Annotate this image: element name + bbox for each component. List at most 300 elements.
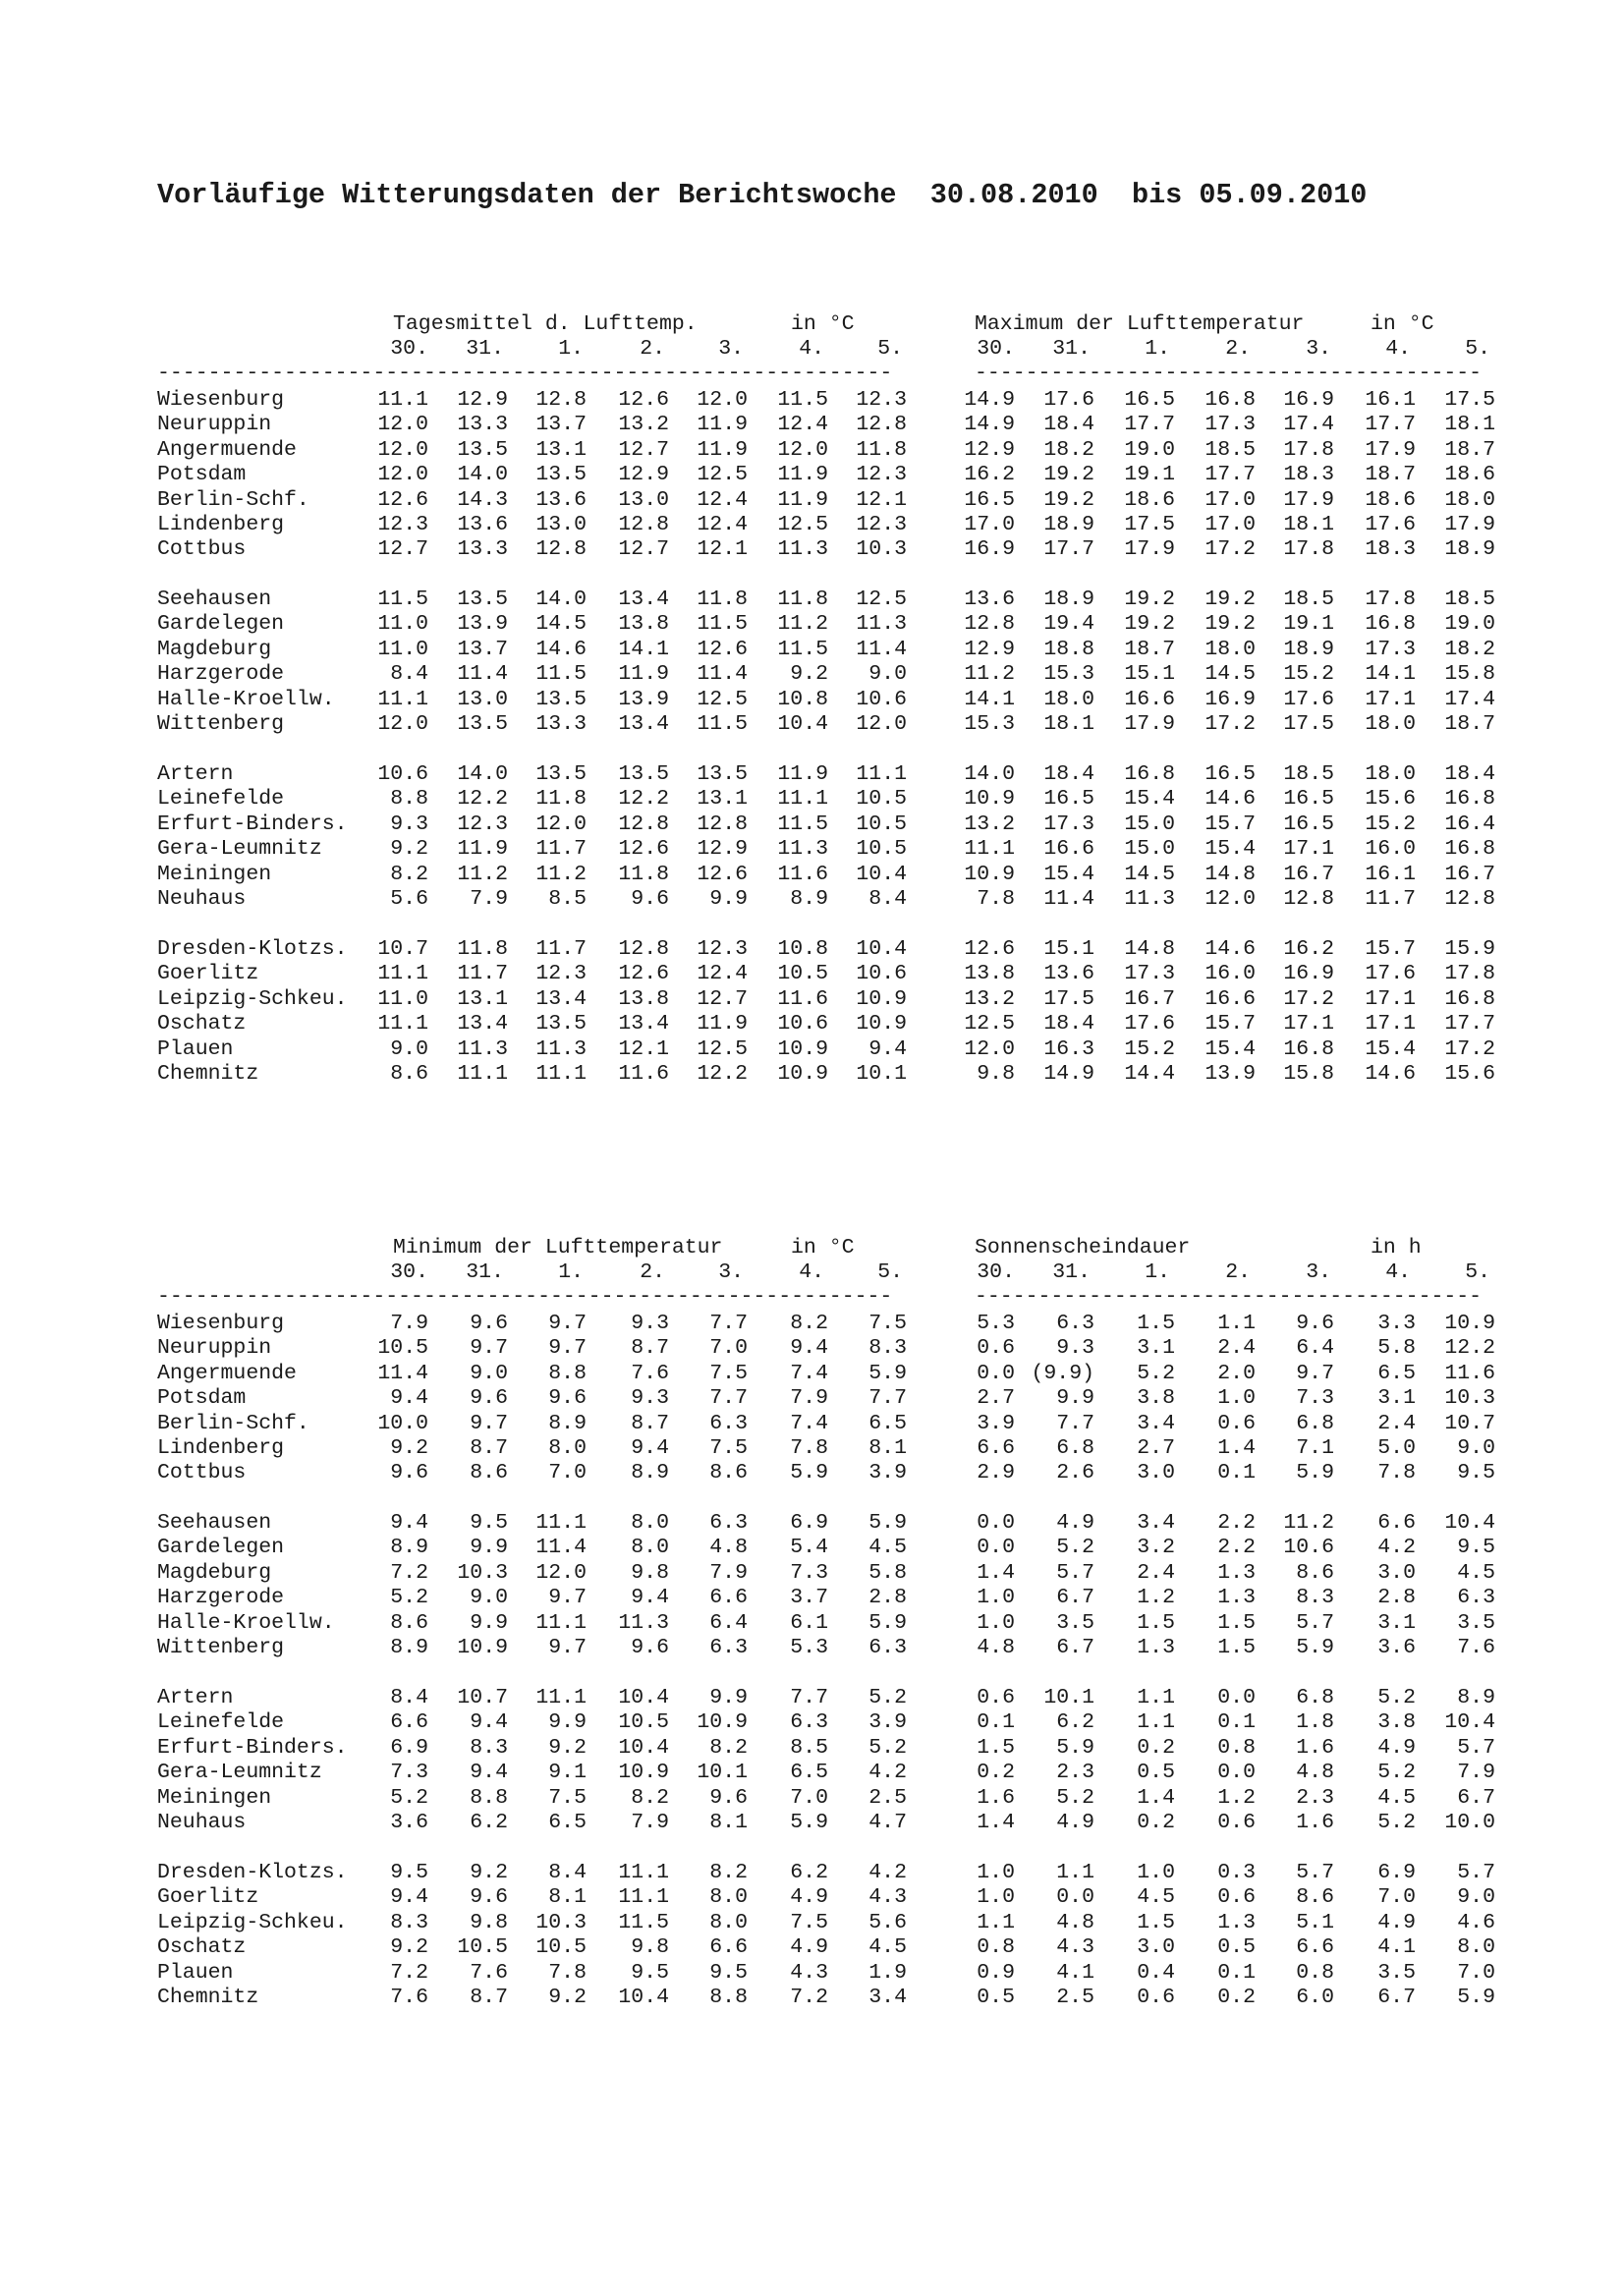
left-value: 9.5 xyxy=(709,1960,748,1985)
table-row xyxy=(0,1336,1624,1361)
right-value: 1.8 xyxy=(1296,1710,1334,1735)
right-value: 4.8 xyxy=(977,1636,1015,1659)
right-value: 2.3 xyxy=(1056,1761,1094,1785)
left-value: 9.3 xyxy=(631,1386,669,1411)
right-value: 16.9 xyxy=(1204,687,1256,711)
left-value: 14.5 xyxy=(535,612,587,637)
right-value: 18.6 xyxy=(1124,487,1175,512)
left-value: 13.1 xyxy=(697,787,748,812)
left-value: 13.5 xyxy=(697,762,748,786)
right-value: 0.8 xyxy=(1217,1735,1256,1760)
right-value: 6.8 xyxy=(1056,1436,1094,1460)
right-value: 18.0 xyxy=(1444,487,1495,512)
table-row xyxy=(0,688,1624,712)
right-value: 6.8 xyxy=(1296,1411,1334,1435)
left-value: 11.5 xyxy=(777,637,828,661)
left-value: 11.1 xyxy=(856,762,907,786)
left-value: 13.5 xyxy=(535,1012,587,1036)
left-value: 7.3 xyxy=(790,1560,828,1585)
left-value: 9.2 xyxy=(470,1861,508,1884)
right-value: 17.5 xyxy=(1444,388,1495,412)
left-value: 10.1 xyxy=(856,1062,907,1086)
right-value: 3.8 xyxy=(1137,1386,1175,1411)
left-value: 11.4 xyxy=(697,662,748,687)
right-value: 2.4 xyxy=(1377,1411,1416,1435)
left-value: 9.5 xyxy=(470,1511,508,1535)
right-value: 1.4 xyxy=(977,1560,1015,1585)
table-row xyxy=(0,1986,1624,2010)
left-value: 13.4 xyxy=(618,712,669,736)
right-value: 6.5 xyxy=(1377,1361,1416,1385)
right-value: 19.1 xyxy=(1124,463,1175,487)
page-title: Vorläufige Witterungsdaten der Berichtswoche 30.08.2010 bis 05.09.2010 xyxy=(157,179,1368,211)
right-value: 16.8 xyxy=(1444,837,1495,862)
right-value: 0.1 xyxy=(1217,1710,1256,1735)
right-value: 15.7 xyxy=(1204,1012,1256,1036)
right-value: 2.3 xyxy=(1296,1785,1334,1810)
left-value: 9.7 xyxy=(548,1636,587,1659)
right-table-header: Maximum der Lufttemperatur xyxy=(975,312,1305,336)
left-value: 12.0 xyxy=(377,712,428,736)
left-value: 13.5 xyxy=(457,588,508,611)
left-value: 11.0 xyxy=(377,637,428,661)
table-row xyxy=(0,1761,1624,1785)
left-value: 7.9 xyxy=(790,1386,828,1411)
right-value: 18.4 xyxy=(1043,762,1094,786)
station-name: Chemnitz xyxy=(157,1062,259,1086)
right-value: 10.9 xyxy=(1444,1312,1495,1335)
right-value: 15.6 xyxy=(1365,787,1416,812)
station-name: Chemnitz xyxy=(157,1986,259,2009)
right-value: 2.2 xyxy=(1217,1511,1256,1535)
left-value: 11.9 xyxy=(777,762,828,786)
right-value: 16.6 xyxy=(1204,986,1256,1011)
right-value: 5.7 xyxy=(1457,1735,1495,1760)
left-value: 12.5 xyxy=(777,513,828,536)
right-value: 4.9 xyxy=(1056,1511,1094,1535)
left-table-header: Minimum der Lufttemperatur xyxy=(393,1236,723,1260)
right-value: 1.6 xyxy=(1296,1811,1334,1834)
left-value: 11.9 xyxy=(777,487,828,512)
table-row xyxy=(0,537,1624,562)
right-value: 5.0 xyxy=(1377,1436,1416,1460)
right-value: 1.3 xyxy=(1217,1586,1256,1610)
left-value: 11.1 xyxy=(377,687,428,711)
right-day-label: 3. xyxy=(1306,1260,1331,1284)
right-value: 10.6 xyxy=(1283,1536,1334,1560)
right-value: 0.0 xyxy=(977,1361,1015,1385)
right-value: 15.4 xyxy=(1365,1036,1416,1061)
right-value: 18.0 xyxy=(1365,762,1416,786)
left-value: 11.8 xyxy=(697,588,748,611)
right-value: 0.0 xyxy=(977,1536,1015,1560)
right-day-label: 3. xyxy=(1306,337,1331,361)
right-value: 18.0 xyxy=(1043,687,1094,711)
right-value: 1.6 xyxy=(977,1785,1015,1810)
left-value: 12.7 xyxy=(697,986,748,1011)
left-value: 12.4 xyxy=(697,962,748,986)
right-value: 18.1 xyxy=(1444,413,1495,437)
table-row xyxy=(0,1012,1624,1036)
right-value: 19.2 xyxy=(1043,463,1094,487)
right-value: 10.9 xyxy=(964,787,1015,812)
station-name: Neuruppin xyxy=(157,413,272,437)
left-value: 9.3 xyxy=(631,1312,669,1335)
left-value: 11.6 xyxy=(777,862,828,886)
left-value: 6.3 xyxy=(709,1511,748,1535)
left-value: 11.7 xyxy=(535,937,587,961)
left-value: 13.9 xyxy=(457,612,508,637)
right-value: 3.3 xyxy=(1377,1312,1416,1335)
left-value: 9.9 xyxy=(709,1686,748,1709)
table-row xyxy=(0,1861,1624,1885)
left-day-label: 5. xyxy=(877,1260,903,1284)
station-name: Lindenberg xyxy=(157,513,285,536)
station-name: Magdeburg xyxy=(157,1560,272,1585)
right-value: 15.3 xyxy=(1043,662,1094,687)
left-value: 13.8 xyxy=(618,986,669,1011)
left-value: 10.6 xyxy=(377,762,428,786)
table-row xyxy=(0,1935,1624,1960)
left-value: 9.5 xyxy=(631,1960,669,1985)
left-value: 10.7 xyxy=(377,937,428,961)
right-value: 16.2 xyxy=(1283,937,1334,961)
left-value: 11.4 xyxy=(535,1536,587,1560)
station-name: Wiesenburg xyxy=(157,1312,285,1335)
left-value: 7.5 xyxy=(709,1436,748,1460)
left-day-label: 1. xyxy=(558,337,584,361)
right-value: 18.2 xyxy=(1043,437,1094,462)
left-value: 8.9 xyxy=(631,1461,669,1485)
right-value: 15.4 xyxy=(1204,1036,1256,1061)
right-value: 6.6 xyxy=(1296,1935,1334,1960)
left-value: 12.6 xyxy=(697,862,748,886)
right-value: 4.9 xyxy=(1377,1735,1416,1760)
left-value: 11.1 xyxy=(535,1686,587,1709)
left-value: 8.6 xyxy=(390,1062,428,1086)
left-value: 9.0 xyxy=(390,1036,428,1061)
right-value: 4.8 xyxy=(1056,1910,1094,1934)
left-value: 9.4 xyxy=(790,1336,828,1361)
left-value: 9.2 xyxy=(390,1436,428,1460)
right-value: 6.7 xyxy=(1056,1636,1094,1659)
right-value: 16.5 xyxy=(964,487,1015,512)
right-value: 18.7 xyxy=(1444,712,1495,736)
right-value: 15.1 xyxy=(1043,937,1094,961)
right-value: 0.0 xyxy=(1217,1686,1256,1709)
right-value: 1.1 xyxy=(977,1910,1015,1934)
left-value: 6.3 xyxy=(790,1710,828,1735)
station-name: Cottbus xyxy=(157,1461,247,1485)
station-name: Halle-Kroellw. xyxy=(157,687,335,711)
left-value: 9.9 xyxy=(470,1536,508,1560)
right-table-unit: in h xyxy=(1371,1236,1422,1260)
right-value: 5.2 xyxy=(1377,1686,1416,1709)
left-value: 5.2 xyxy=(868,1735,907,1760)
right-table-rule: ---------------------------------------- xyxy=(975,362,1483,385)
right-value: 1.0 xyxy=(977,1586,1015,1610)
right-value: 14.5 xyxy=(1124,862,1175,886)
left-value: 10.9 xyxy=(777,1062,828,1086)
left-value: 8.6 xyxy=(470,1461,508,1485)
left-value: 14.3 xyxy=(457,487,508,512)
right-value: 12.6 xyxy=(964,937,1015,961)
left-value: 12.6 xyxy=(618,837,669,862)
left-value: 12.9 xyxy=(618,463,669,487)
right-value: 14.6 xyxy=(1365,1062,1416,1086)
table-row xyxy=(0,1511,1624,1536)
right-value: 15.4 xyxy=(1124,787,1175,812)
left-value: 7.6 xyxy=(470,1960,508,1985)
right-value: 1.0 xyxy=(1217,1386,1256,1411)
right-value: 16.6 xyxy=(1124,687,1175,711)
station-name: Seehausen xyxy=(157,1511,272,1535)
right-value: 17.7 xyxy=(1204,463,1256,487)
station-name: Magdeburg xyxy=(157,637,272,661)
left-value: 4.3 xyxy=(790,1960,828,1985)
left-value: 11.5 xyxy=(535,662,587,687)
left-value: 7.2 xyxy=(790,1986,828,2009)
left-value: 8.6 xyxy=(709,1461,748,1485)
right-value: 5.2 xyxy=(1137,1361,1175,1385)
left-value: 10.9 xyxy=(457,1636,508,1659)
right-value: 1.1 xyxy=(1137,1686,1175,1709)
left-value: 11.9 xyxy=(777,463,828,487)
left-value: 7.0 xyxy=(790,1785,828,1810)
right-value: 13.6 xyxy=(964,588,1015,611)
left-value: 9.2 xyxy=(548,1986,587,2009)
left-day-label: 30. xyxy=(390,1260,428,1284)
right-value: 16.9 xyxy=(1283,962,1334,986)
right-value: 9.0 xyxy=(1457,1436,1495,1460)
right-value: 10.9 xyxy=(964,862,1015,886)
left-value: 11.8 xyxy=(535,787,587,812)
left-value: 11.3 xyxy=(777,837,828,862)
left-value: 7.3 xyxy=(390,1761,428,1785)
right-value: 4.2 xyxy=(1377,1536,1416,1560)
right-value: 3.9 xyxy=(977,1411,1015,1435)
left-value: 12.0 xyxy=(377,413,428,437)
left-value: 7.5 xyxy=(868,1312,907,1335)
left-value: 10.6 xyxy=(777,1012,828,1036)
right-value: 18.5 xyxy=(1204,437,1256,462)
right-value: 7.3 xyxy=(1296,1386,1334,1411)
right-value: 17.6 xyxy=(1365,513,1416,536)
right-value: 6.0 xyxy=(1296,1986,1334,2009)
right-value: 2.2 xyxy=(1217,1536,1256,1560)
left-value: 13.5 xyxy=(535,687,587,711)
left-day-label: 31. xyxy=(466,337,504,361)
left-value: 9.7 xyxy=(548,1336,587,1361)
left-value: 9.2 xyxy=(548,1735,587,1760)
left-value: 7.0 xyxy=(548,1461,587,1485)
station-name: Harzgerode xyxy=(157,662,285,687)
left-value: 5.3 xyxy=(790,1636,828,1659)
right-value: 17.7 xyxy=(1444,1012,1495,1036)
left-value: 8.7 xyxy=(631,1411,669,1435)
left-value: 13.5 xyxy=(535,463,587,487)
right-value: 14.8 xyxy=(1204,862,1256,886)
left-value: 5.9 xyxy=(868,1361,907,1385)
left-value: 9.6 xyxy=(548,1386,587,1411)
right-value: 0.6 xyxy=(1217,1411,1256,1435)
left-day-label: 1. xyxy=(558,1260,584,1284)
station-name: Potsdam xyxy=(157,463,247,487)
left-value: 11.5 xyxy=(377,588,428,611)
right-value: 16.9 xyxy=(964,537,1015,562)
left-value: 11.9 xyxy=(618,662,669,687)
right-value: 8.3 xyxy=(1296,1586,1334,1610)
station-name: Gardelegen xyxy=(157,612,285,637)
right-value: 1.4 xyxy=(1137,1785,1175,1810)
left-value: 12.0 xyxy=(535,1560,587,1585)
left-value: 11.9 xyxy=(697,1012,748,1036)
right-value: 2.4 xyxy=(1217,1336,1256,1361)
left-value: 8.2 xyxy=(631,1785,669,1810)
station-name: Dresden-Klotzs. xyxy=(157,1861,348,1884)
left-value: 12.3 xyxy=(856,388,907,412)
station-name: Oschatz xyxy=(157,1935,247,1960)
left-value: 10.5 xyxy=(377,1336,428,1361)
left-value: 12.7 xyxy=(377,537,428,562)
left-value: 10.0 xyxy=(377,1411,428,1435)
left-value: 7.7 xyxy=(709,1386,748,1411)
right-value: 1.0 xyxy=(977,1610,1015,1635)
left-value: 12.3 xyxy=(535,962,587,986)
left-value: 10.9 xyxy=(856,986,907,1011)
station-name: Goerlitz xyxy=(157,962,259,986)
left-value: 9.4 xyxy=(470,1761,508,1785)
left-value: 5.8 xyxy=(868,1560,907,1585)
left-value: 4.8 xyxy=(709,1536,748,1560)
station-name: Berlin-Schf. xyxy=(157,1411,309,1435)
station-name: Seehausen xyxy=(157,588,272,611)
right-value: 6.6 xyxy=(977,1436,1015,1460)
left-value: 12.9 xyxy=(457,388,508,412)
left-value: 11.1 xyxy=(777,787,828,812)
right-value: 7.0 xyxy=(1457,1960,1495,1985)
left-value: 10.4 xyxy=(856,937,907,961)
right-value: 18.5 xyxy=(1283,762,1334,786)
station-name: Berlin-Schf. xyxy=(157,487,309,512)
right-value: 1.0 xyxy=(977,1861,1015,1884)
table-row xyxy=(0,612,1624,637)
right-value: 15.0 xyxy=(1124,812,1175,836)
left-value: 8.1 xyxy=(548,1885,587,1910)
left-value: 9.6 xyxy=(631,1636,669,1659)
left-value: 6.5 xyxy=(790,1761,828,1785)
left-value: 10.6 xyxy=(856,687,907,711)
right-value: 15.1 xyxy=(1124,662,1175,687)
left-value: 13.3 xyxy=(535,712,587,736)
left-day-label: 30. xyxy=(390,337,428,361)
right-value: 17.5 xyxy=(1043,986,1094,1011)
right-value: 13.2 xyxy=(964,986,1015,1011)
station-name: Leipzig-Schkeu. xyxy=(157,1910,348,1934)
left-table-rule: ---------------------------------------------------------- xyxy=(157,1285,893,1309)
table-row xyxy=(0,1362,1624,1386)
right-value: 17.2 xyxy=(1283,986,1334,1011)
left-day-label: 4. xyxy=(799,1260,824,1284)
right-value: 17.2 xyxy=(1204,712,1256,736)
left-value: 9.2 xyxy=(390,1935,428,1960)
left-value: 5.2 xyxy=(390,1586,428,1610)
right-value: 0.0 xyxy=(977,1511,1015,1535)
right-value: 11.3 xyxy=(1124,887,1175,911)
right-value: 17.3 xyxy=(1365,637,1416,661)
right-value: 17.1 xyxy=(1365,1012,1416,1036)
table-row xyxy=(0,1911,1624,1935)
left-value: 9.6 xyxy=(631,887,669,911)
right-value: 6.3 xyxy=(1056,1312,1094,1335)
right-value: 8.9 xyxy=(1457,1686,1495,1709)
right-value: 14.6 xyxy=(1204,787,1256,812)
table-row xyxy=(0,388,1624,413)
left-day-label: 2. xyxy=(640,1260,665,1284)
right-value: 18.6 xyxy=(1444,463,1495,487)
station-name: Dresden-Klotzs. xyxy=(157,937,348,961)
right-value: 4.3 xyxy=(1056,1935,1094,1960)
right-value: 13.9 xyxy=(1204,1062,1256,1086)
left-value: 11.8 xyxy=(618,862,669,886)
left-value: 9.8 xyxy=(631,1935,669,1960)
right-value: 17.7 xyxy=(1043,537,1094,562)
right-value: 17.9 xyxy=(1124,712,1175,736)
left-value: 13.7 xyxy=(535,413,587,437)
right-value: 5.9 xyxy=(1296,1461,1334,1485)
left-value: 12.1 xyxy=(618,1036,669,1061)
right-value: 18.8 xyxy=(1043,637,1094,661)
station-name: Meiningen xyxy=(157,862,272,886)
right-day-label: 1. xyxy=(1145,337,1170,361)
right-value: 15.8 xyxy=(1444,662,1495,687)
left-value: 8.8 xyxy=(470,1785,508,1810)
left-value: 10.9 xyxy=(856,1012,907,1036)
right-day-label: 5. xyxy=(1465,1260,1490,1284)
right-value: 7.8 xyxy=(977,887,1015,911)
left-value: 12.3 xyxy=(856,513,907,536)
left-value: 12.5 xyxy=(697,687,748,711)
table-row xyxy=(0,1686,1624,1710)
left-value: 10.5 xyxy=(457,1935,508,1960)
right-value: 19.2 xyxy=(1204,588,1256,611)
station-name: Goerlitz xyxy=(157,1885,259,1910)
left-value: 11.8 xyxy=(457,937,508,961)
left-value: 9.4 xyxy=(470,1710,508,1735)
right-value: 9.7 xyxy=(1296,1361,1334,1385)
left-value: 9.0 xyxy=(470,1361,508,1385)
right-value: 15.4 xyxy=(1043,862,1094,886)
right-value: 17.8 xyxy=(1283,537,1334,562)
left-value: 13.0 xyxy=(535,513,587,536)
left-value: 8.4 xyxy=(868,887,907,911)
right-value: 18.0 xyxy=(1204,637,1256,661)
left-value: 11.8 xyxy=(777,588,828,611)
station-name: Wiesenburg xyxy=(157,388,285,412)
right-value: 18.4 xyxy=(1043,413,1094,437)
right-value: 3.1 xyxy=(1137,1336,1175,1361)
left-value: 11.5 xyxy=(777,388,828,412)
right-value: 17.6 xyxy=(1043,388,1094,412)
left-value: 5.6 xyxy=(390,887,428,911)
right-value: 0.6 xyxy=(977,1336,1015,1361)
right-value: 11.2 xyxy=(1283,1511,1334,1535)
right-value: 7.1 xyxy=(1296,1436,1334,1460)
right-value: 4.8 xyxy=(1296,1761,1334,1785)
right-value: 19.0 xyxy=(1444,612,1495,637)
right-value: 12.8 xyxy=(964,612,1015,637)
left-value: 4.9 xyxy=(790,1885,828,1910)
